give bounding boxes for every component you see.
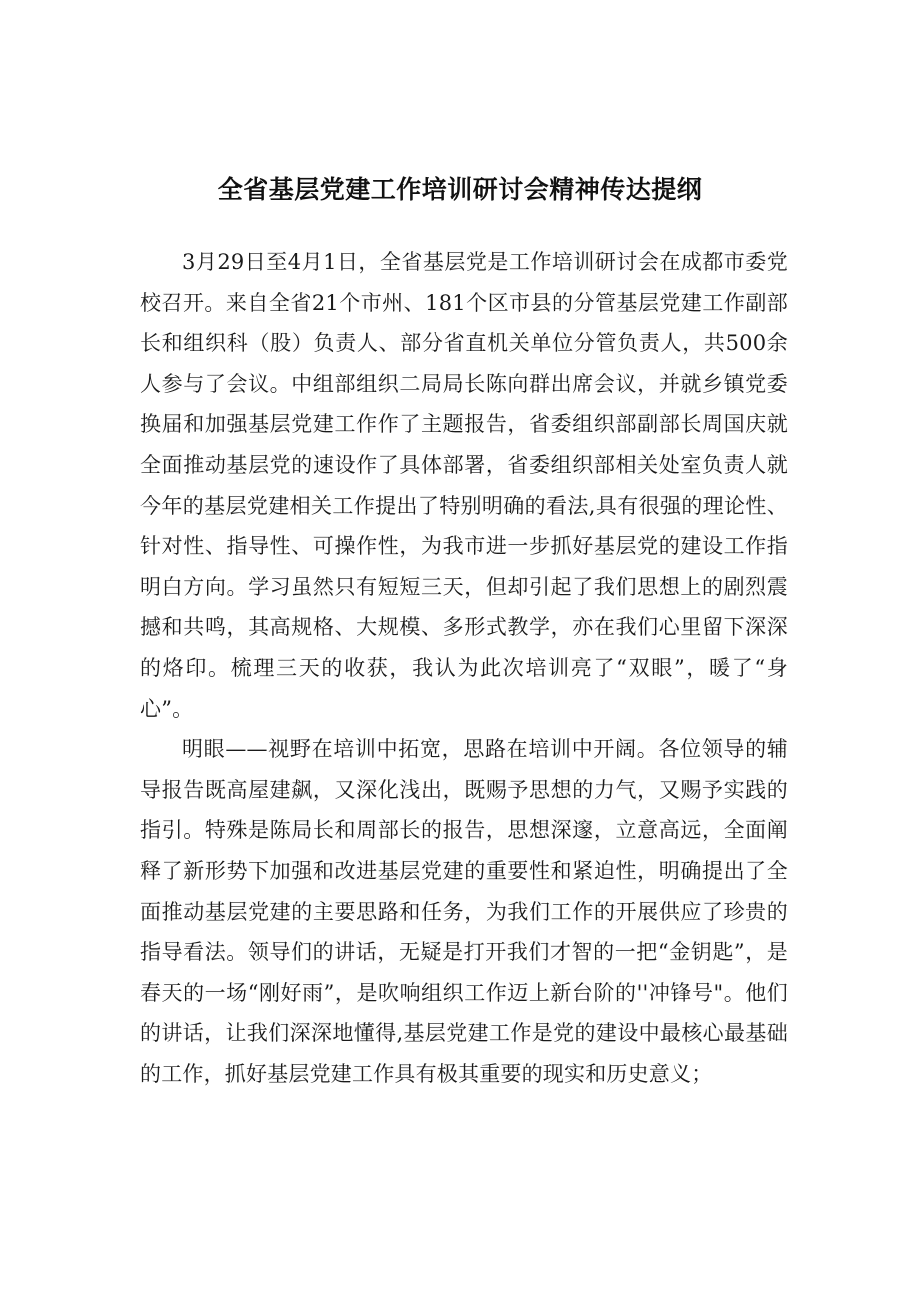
document-body (140, 242, 788, 1094)
paragraph-1: 3月29日至4月1日，全省基层党是工作培训研讨会在成都市委党校召开。来自全省21个市州、181个区市县的分管基层党建工作副部长和组织科（股）负责人、部分省直机关单位分管负责人，共500余人参与了会议。中组部组织二局局长陈向群出席会议，并就乡镇党委换届和加强基层党建工作作了主题报告，省委组织部副部长周国庆就全面推动基层党的速设作了具体部署，省委组织部相关处室负责人就今年的基层党建相关工作提出了特别明确的看法,具有很强的理论性、针对性、指导性、可操作性，为我市进一步抓好基层党的建设工作指明白方向。学习虽然只有短短三天，但却引起了我们思想上的剧烈震撼和共鸣，其高规格、大规模、多形式教学，亦在我们心里留下深深的烙印。梳理三天的收获，我认为此次培训亮了“双眼”，暖了“身心”。 (140, 250, 788, 721)
paragraph-2: 明眼——视野在培训中拓宽，思路在培训中开阔。各位领导的辅导报告既高屋建飙，又深化浅出，既赐予思想的力气，又赐予实践的指引。特殊是陈局长和周部长的报告，思想深邃，立意高远，全面阐释了新形势下加强和改进基层党建的重要性和紧迫性，明确提出了全面推动基层党建的主要思路和任务，为我们工作的开展供应了珍贵的指导看法。领导们的讲话，无疑是打开我们才智的一把“金钥匙”，是春天的一场“刚好雨”，是吹响组织工作迈上新台阶的''冲锋号"。他们的讲话，让我们深深地懂得,基层党建工作是党的建设中最核心最基础的工作，抓好基层党建工作具有极其重要的现实和历史意义； (140, 737, 788, 1086)
document-title: 全省基层党建工作培训研讨会精神传达提纲 (217, 175, 703, 204)
